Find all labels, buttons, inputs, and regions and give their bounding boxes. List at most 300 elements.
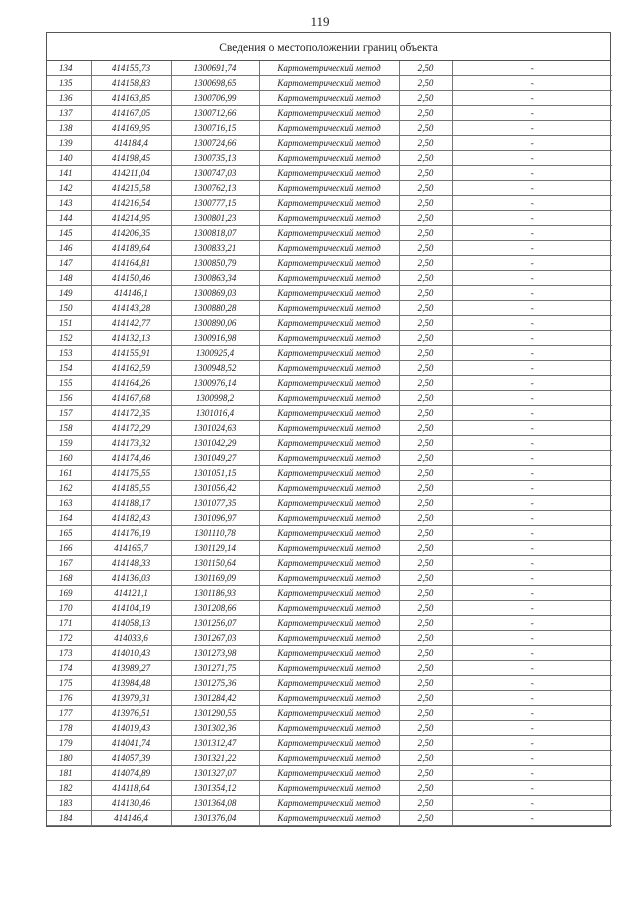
x-coordinate-cell: 414104,19 bbox=[91, 601, 171, 616]
accuracy-cell: 2,50 bbox=[399, 166, 452, 181]
accuracy-cell: 2,50 bbox=[399, 151, 452, 166]
point-number-cell: 138 bbox=[47, 121, 91, 136]
y-coordinate-cell: 1301051,15 bbox=[171, 466, 259, 481]
y-coordinate-cell: 1300777,15 bbox=[171, 196, 259, 211]
point-number-cell: 156 bbox=[47, 391, 91, 406]
y-coordinate-cell: 1300801,23 bbox=[171, 211, 259, 226]
table-row bbox=[47, 691, 612, 706]
description-cell: - bbox=[452, 691, 612, 706]
accuracy-cell: 2,50 bbox=[399, 481, 452, 496]
table-row bbox=[47, 406, 612, 421]
point-number-cell: 149 bbox=[47, 286, 91, 301]
table-row bbox=[47, 241, 612, 256]
description-cell: - bbox=[452, 301, 612, 316]
y-coordinate-cell: 1301016,4 bbox=[171, 406, 259, 421]
table-row bbox=[47, 331, 612, 346]
y-coordinate-cell: 1301056,42 bbox=[171, 481, 259, 496]
method-cell: Картометрический метод bbox=[259, 421, 399, 436]
description-cell: - bbox=[452, 751, 612, 766]
accuracy-cell: 2,50 bbox=[399, 631, 452, 646]
point-number-cell: 162 bbox=[47, 481, 91, 496]
table-row bbox=[47, 361, 612, 376]
table-row bbox=[47, 661, 612, 676]
y-coordinate-cell: 1300698,65 bbox=[171, 76, 259, 91]
table-row bbox=[47, 526, 612, 541]
table-row bbox=[47, 586, 612, 601]
accuracy-cell: 2,50 bbox=[399, 601, 452, 616]
x-coordinate-cell: 414118,64 bbox=[91, 781, 171, 796]
point-number-cell: 179 bbox=[47, 736, 91, 751]
point-number-cell: 157 bbox=[47, 406, 91, 421]
accuracy-cell: 2,50 bbox=[399, 616, 452, 631]
point-number-cell: 148 bbox=[47, 271, 91, 286]
accuracy-cell: 2,50 bbox=[399, 121, 452, 136]
y-coordinate-cell: 1300890,06 bbox=[171, 316, 259, 331]
table-row bbox=[47, 151, 612, 166]
method-cell: Картометрический метод bbox=[259, 706, 399, 721]
coordinates-table bbox=[47, 61, 612, 826]
y-coordinate-cell: 1300998,2 bbox=[171, 391, 259, 406]
table-row bbox=[47, 136, 612, 151]
point-number-cell: 151 bbox=[47, 316, 91, 331]
table-row bbox=[47, 781, 612, 796]
method-cell: Картометрический метод bbox=[259, 361, 399, 376]
method-cell: Картометрический метод bbox=[259, 466, 399, 481]
table-row bbox=[47, 391, 612, 406]
method-cell: Картометрический метод bbox=[259, 91, 399, 106]
description-cell: - bbox=[452, 451, 612, 466]
table-row bbox=[47, 106, 612, 121]
x-coordinate-cell: 414155,73 bbox=[91, 61, 171, 76]
point-number-cell: 134 bbox=[47, 61, 91, 76]
point-number-cell: 137 bbox=[47, 106, 91, 121]
x-coordinate-cell: 414164,81 bbox=[91, 256, 171, 271]
method-cell: Картометрический метод bbox=[259, 391, 399, 406]
y-coordinate-cell: 1301284,42 bbox=[171, 691, 259, 706]
y-coordinate-cell: 1300735,13 bbox=[171, 151, 259, 166]
point-number-cell: 183 bbox=[47, 796, 91, 811]
method-cell: Картометрический метод bbox=[259, 181, 399, 196]
point-number-cell: 169 bbox=[47, 586, 91, 601]
accuracy-cell: 2,50 bbox=[399, 106, 452, 121]
y-coordinate-cell: 1300850,79 bbox=[171, 256, 259, 271]
y-coordinate-cell: 1300880,28 bbox=[171, 301, 259, 316]
description-cell: - bbox=[452, 421, 612, 436]
table-row bbox=[47, 256, 612, 271]
table-row bbox=[47, 76, 612, 91]
accuracy-cell: 2,50 bbox=[399, 61, 452, 76]
accuracy-cell: 2,50 bbox=[399, 466, 452, 481]
method-cell: Картометрический метод bbox=[259, 61, 399, 76]
x-coordinate-cell: 413989,27 bbox=[91, 661, 171, 676]
x-coordinate-cell: 414155,91 bbox=[91, 346, 171, 361]
table-row bbox=[47, 121, 612, 136]
y-coordinate-cell: 1301110,78 bbox=[171, 526, 259, 541]
table-row bbox=[47, 646, 612, 661]
point-number-cell: 150 bbox=[47, 301, 91, 316]
accuracy-cell: 2,50 bbox=[399, 796, 452, 811]
x-coordinate-cell: 414019,43 bbox=[91, 721, 171, 736]
description-cell: - bbox=[452, 811, 612, 826]
method-cell: Картометрический метод bbox=[259, 751, 399, 766]
y-coordinate-cell: 1300724,66 bbox=[171, 136, 259, 151]
y-coordinate-cell: 1300762,13 bbox=[171, 181, 259, 196]
accuracy-cell: 2,50 bbox=[399, 496, 452, 511]
x-coordinate-cell: 414165,7 bbox=[91, 541, 171, 556]
description-cell: - bbox=[452, 796, 612, 811]
point-number-cell: 136 bbox=[47, 91, 91, 106]
point-number-cell: 182 bbox=[47, 781, 91, 796]
point-number-cell: 159 bbox=[47, 436, 91, 451]
point-number-cell: 172 bbox=[47, 631, 91, 646]
method-cell: Картометрический метод bbox=[259, 211, 399, 226]
description-cell: - bbox=[452, 286, 612, 301]
method-cell: Картометрический метод bbox=[259, 346, 399, 361]
x-coordinate-cell: 414216,54 bbox=[91, 196, 171, 211]
accuracy-cell: 2,50 bbox=[399, 271, 452, 286]
table-row bbox=[47, 421, 612, 436]
point-number-cell: 170 bbox=[47, 601, 91, 616]
x-coordinate-cell: 414206,35 bbox=[91, 226, 171, 241]
method-cell: Картометрический метод bbox=[259, 676, 399, 691]
y-coordinate-cell: 1301302,36 bbox=[171, 721, 259, 736]
table-row bbox=[47, 601, 612, 616]
point-number-cell: 143 bbox=[47, 196, 91, 211]
point-number-cell: 142 bbox=[47, 181, 91, 196]
table-row bbox=[47, 481, 612, 496]
description-cell: - bbox=[452, 271, 612, 286]
description-cell: - bbox=[452, 661, 612, 676]
description-cell: - bbox=[452, 151, 612, 166]
description-cell: - bbox=[452, 331, 612, 346]
description-cell: - bbox=[452, 61, 612, 76]
x-coordinate-cell: 414185,55 bbox=[91, 481, 171, 496]
description-cell: - bbox=[452, 496, 612, 511]
method-cell: Картометрический метод bbox=[259, 796, 399, 811]
point-number-cell: 167 bbox=[47, 556, 91, 571]
x-coordinate-cell: 414184,4 bbox=[91, 136, 171, 151]
accuracy-cell: 2,50 bbox=[399, 676, 452, 691]
x-coordinate-cell: 414121,1 bbox=[91, 586, 171, 601]
method-cell: Картометрический метод bbox=[259, 766, 399, 781]
method-cell: Картометрический метод bbox=[259, 106, 399, 121]
table-row bbox=[47, 556, 612, 571]
x-coordinate-cell: 414150,46 bbox=[91, 271, 171, 286]
description-cell: - bbox=[452, 616, 612, 631]
description-cell: - bbox=[452, 676, 612, 691]
method-cell: Картометрический метод bbox=[259, 736, 399, 751]
accuracy-cell: 2,50 bbox=[399, 436, 452, 451]
method-cell: Картометрический метод bbox=[259, 646, 399, 661]
description-cell: - bbox=[452, 226, 612, 241]
table-row bbox=[47, 346, 612, 361]
accuracy-cell: 2,50 bbox=[399, 661, 452, 676]
y-coordinate-cell: 1300712,66 bbox=[171, 106, 259, 121]
accuracy-cell: 2,50 bbox=[399, 226, 452, 241]
y-coordinate-cell: 1301024,63 bbox=[171, 421, 259, 436]
table-row bbox=[47, 631, 612, 646]
y-coordinate-cell: 1300916,98 bbox=[171, 331, 259, 346]
method-cell: Картометрический метод bbox=[259, 166, 399, 181]
table-row bbox=[47, 541, 612, 556]
x-coordinate-cell: 414173,32 bbox=[91, 436, 171, 451]
point-number-cell: 135 bbox=[47, 76, 91, 91]
x-coordinate-cell: 414164,26 bbox=[91, 376, 171, 391]
table-row bbox=[47, 181, 612, 196]
method-cell: Картометрический метод bbox=[259, 496, 399, 511]
description-cell: - bbox=[452, 181, 612, 196]
point-number-cell: 184 bbox=[47, 811, 91, 826]
method-cell: Картометрический метод bbox=[259, 226, 399, 241]
boundary-table-sheet bbox=[46, 32, 611, 827]
point-number-cell: 144 bbox=[47, 211, 91, 226]
table-row bbox=[47, 301, 612, 316]
accuracy-cell: 2,50 bbox=[399, 136, 452, 151]
description-cell: - bbox=[452, 121, 612, 136]
description-cell: - bbox=[452, 571, 612, 586]
description-cell: - bbox=[452, 166, 612, 181]
x-coordinate-cell: 414163,85 bbox=[91, 91, 171, 106]
table-row bbox=[47, 496, 612, 511]
description-cell: - bbox=[452, 736, 612, 751]
method-cell: Картометрический метод bbox=[259, 316, 399, 331]
accuracy-cell: 2,50 bbox=[399, 76, 452, 91]
method-cell: Картометрический метод bbox=[259, 601, 399, 616]
method-cell: Картометрический метод bbox=[259, 271, 399, 286]
accuracy-cell: 2,50 bbox=[399, 736, 452, 751]
y-coordinate-cell: 1301256,07 bbox=[171, 616, 259, 631]
method-cell: Картометрический метод bbox=[259, 526, 399, 541]
x-coordinate-cell: 414215,58 bbox=[91, 181, 171, 196]
point-number-cell: 174 bbox=[47, 661, 91, 676]
description-cell: - bbox=[452, 91, 612, 106]
x-coordinate-cell: 414148,33 bbox=[91, 556, 171, 571]
x-coordinate-cell: 414146,4 bbox=[91, 811, 171, 826]
accuracy-cell: 2,50 bbox=[399, 811, 452, 826]
table-row bbox=[47, 451, 612, 466]
method-cell: Картометрический метод bbox=[259, 76, 399, 91]
y-coordinate-cell: 1301275,36 bbox=[171, 676, 259, 691]
description-cell: - bbox=[452, 631, 612, 646]
x-coordinate-cell: 414057,39 bbox=[91, 751, 171, 766]
table-row bbox=[47, 61, 612, 76]
y-coordinate-cell: 1300925,4 bbox=[171, 346, 259, 361]
description-cell: - bbox=[452, 481, 612, 496]
accuracy-cell: 2,50 bbox=[399, 451, 452, 466]
x-coordinate-cell: 413979,31 bbox=[91, 691, 171, 706]
accuracy-cell: 2,50 bbox=[399, 646, 452, 661]
method-cell: Картометрический метод bbox=[259, 556, 399, 571]
y-coordinate-cell: 1301271,75 bbox=[171, 661, 259, 676]
description-cell: - bbox=[452, 196, 612, 211]
point-number-cell: 168 bbox=[47, 571, 91, 586]
x-coordinate-cell: 413976,51 bbox=[91, 706, 171, 721]
x-coordinate-cell: 414211,04 bbox=[91, 166, 171, 181]
x-coordinate-cell: 414058,13 bbox=[91, 616, 171, 631]
point-number-cell: 152 bbox=[47, 331, 91, 346]
y-coordinate-cell: 1301376,04 bbox=[171, 811, 259, 826]
y-coordinate-cell: 1300691,74 bbox=[171, 61, 259, 76]
accuracy-cell: 2,50 bbox=[399, 556, 452, 571]
x-coordinate-cell: 414167,68 bbox=[91, 391, 171, 406]
accuracy-cell: 2,50 bbox=[399, 586, 452, 601]
table-row bbox=[47, 271, 612, 286]
accuracy-cell: 2,50 bbox=[399, 526, 452, 541]
x-coordinate-cell: 414132,13 bbox=[91, 331, 171, 346]
y-coordinate-cell: 1301208,66 bbox=[171, 601, 259, 616]
table-row bbox=[47, 676, 612, 691]
method-cell: Картометрический метод bbox=[259, 241, 399, 256]
y-coordinate-cell: 1301364,08 bbox=[171, 796, 259, 811]
method-cell: Картометрический метод bbox=[259, 631, 399, 646]
y-coordinate-cell: 1300833,21 bbox=[171, 241, 259, 256]
point-number-cell: 154 bbox=[47, 361, 91, 376]
table-row bbox=[47, 316, 612, 331]
x-coordinate-cell: 414176,19 bbox=[91, 526, 171, 541]
accuracy-cell: 2,50 bbox=[399, 241, 452, 256]
y-coordinate-cell: 1301321,22 bbox=[171, 751, 259, 766]
table-row bbox=[47, 571, 612, 586]
x-coordinate-cell: 414169,95 bbox=[91, 121, 171, 136]
method-cell: Картометрический метод bbox=[259, 661, 399, 676]
table-row bbox=[47, 376, 612, 391]
description-cell: - bbox=[452, 346, 612, 361]
method-cell: Картометрический метод bbox=[259, 256, 399, 271]
x-coordinate-cell: 414143,28 bbox=[91, 301, 171, 316]
table-row bbox=[47, 436, 612, 451]
description-cell: - bbox=[452, 316, 612, 331]
accuracy-cell: 2,50 bbox=[399, 691, 452, 706]
point-number-cell: 163 bbox=[47, 496, 91, 511]
x-coordinate-cell: 414198,45 bbox=[91, 151, 171, 166]
y-coordinate-cell: 1300869,03 bbox=[171, 286, 259, 301]
table-row bbox=[47, 286, 612, 301]
accuracy-cell: 2,50 bbox=[399, 286, 452, 301]
y-coordinate-cell: 1300948,52 bbox=[171, 361, 259, 376]
x-coordinate-cell: 414158,83 bbox=[91, 76, 171, 91]
table-row bbox=[47, 466, 612, 481]
x-coordinate-cell: 414167,05 bbox=[91, 106, 171, 121]
page-number: 119 bbox=[310, 14, 330, 29]
point-number-cell: 153 bbox=[47, 346, 91, 361]
x-coordinate-cell: 414172,29 bbox=[91, 421, 171, 436]
method-cell: Картометрический метод bbox=[259, 586, 399, 601]
accuracy-cell: 2,50 bbox=[399, 511, 452, 526]
y-coordinate-cell: 1300863,34 bbox=[171, 271, 259, 286]
method-cell: Картометрический метод bbox=[259, 151, 399, 166]
accuracy-cell: 2,50 bbox=[399, 316, 452, 331]
method-cell: Картометрический метод bbox=[259, 781, 399, 796]
y-coordinate-cell: 1301186,93 bbox=[171, 586, 259, 601]
point-number-cell: 145 bbox=[47, 226, 91, 241]
point-number-cell: 165 bbox=[47, 526, 91, 541]
accuracy-cell: 2,50 bbox=[399, 301, 452, 316]
method-cell: Картометрический метод bbox=[259, 811, 399, 826]
accuracy-cell: 2,50 bbox=[399, 721, 452, 736]
method-cell: Картометрический метод bbox=[259, 616, 399, 631]
method-cell: Картометрический метод bbox=[259, 376, 399, 391]
accuracy-cell: 2,50 bbox=[399, 571, 452, 586]
method-cell: Картометрический метод bbox=[259, 331, 399, 346]
method-cell: Картометрический метод bbox=[259, 301, 399, 316]
method-cell: Картометрический метод bbox=[259, 196, 399, 211]
x-coordinate-cell: 413984,48 bbox=[91, 676, 171, 691]
method-cell: Картометрический метод bbox=[259, 136, 399, 151]
method-cell: Картометрический метод bbox=[259, 571, 399, 586]
y-coordinate-cell: 1301312,47 bbox=[171, 736, 259, 751]
table-row bbox=[47, 721, 612, 736]
description-cell: - bbox=[452, 136, 612, 151]
description-cell: - bbox=[452, 511, 612, 526]
description-cell: - bbox=[452, 646, 612, 661]
description-cell: - bbox=[452, 526, 612, 541]
point-number-cell: 158 bbox=[47, 421, 91, 436]
description-cell: - bbox=[452, 256, 612, 271]
table-row bbox=[47, 811, 612, 826]
description-cell: - bbox=[452, 361, 612, 376]
point-number-cell: 160 bbox=[47, 451, 91, 466]
accuracy-cell: 2,50 bbox=[399, 361, 452, 376]
method-cell: Картометрический метод bbox=[259, 541, 399, 556]
y-coordinate-cell: 1301267,03 bbox=[171, 631, 259, 646]
accuracy-cell: 2,50 bbox=[399, 781, 452, 796]
accuracy-cell: 2,50 bbox=[399, 256, 452, 271]
point-number-cell: 178 bbox=[47, 721, 91, 736]
method-cell: Картометрический метод bbox=[259, 121, 399, 136]
point-number-cell: 155 bbox=[47, 376, 91, 391]
y-coordinate-cell: 1301077,35 bbox=[171, 496, 259, 511]
description-cell: - bbox=[452, 376, 612, 391]
table-row bbox=[47, 766, 612, 781]
y-coordinate-cell: 1301273,98 bbox=[171, 646, 259, 661]
description-cell: - bbox=[452, 586, 612, 601]
x-coordinate-cell: 414189,64 bbox=[91, 241, 171, 256]
description-cell: - bbox=[452, 766, 612, 781]
x-coordinate-cell: 414214,95 bbox=[91, 211, 171, 226]
accuracy-cell: 2,50 bbox=[399, 346, 452, 361]
accuracy-cell: 2,50 bbox=[399, 196, 452, 211]
method-cell: Картометрический метод bbox=[259, 691, 399, 706]
x-coordinate-cell: 414041,74 bbox=[91, 736, 171, 751]
accuracy-cell: 2,50 bbox=[399, 751, 452, 766]
description-cell: - bbox=[452, 391, 612, 406]
point-number-cell: 181 bbox=[47, 766, 91, 781]
point-number-cell: 180 bbox=[47, 751, 91, 766]
y-coordinate-cell: 1301290,55 bbox=[171, 706, 259, 721]
y-coordinate-cell: 1301096,97 bbox=[171, 511, 259, 526]
description-cell: - bbox=[452, 76, 612, 91]
description-cell: - bbox=[452, 106, 612, 121]
table-body bbox=[47, 61, 612, 826]
point-number-cell: 161 bbox=[47, 466, 91, 481]
table-row bbox=[47, 616, 612, 631]
point-number-cell: 141 bbox=[47, 166, 91, 181]
x-coordinate-cell: 414162,59 bbox=[91, 361, 171, 376]
table-row bbox=[47, 751, 612, 766]
description-cell: - bbox=[452, 781, 612, 796]
y-coordinate-cell: 1300976,14 bbox=[171, 376, 259, 391]
accuracy-cell: 2,50 bbox=[399, 331, 452, 346]
table-row bbox=[47, 226, 612, 241]
description-cell: - bbox=[452, 706, 612, 721]
accuracy-cell: 2,50 bbox=[399, 421, 452, 436]
method-cell: Картометрический метод bbox=[259, 436, 399, 451]
y-coordinate-cell: 1301129,14 bbox=[171, 541, 259, 556]
table-row bbox=[47, 511, 612, 526]
point-number-cell: 173 bbox=[47, 646, 91, 661]
description-cell: - bbox=[452, 211, 612, 226]
x-coordinate-cell: 414142,77 bbox=[91, 316, 171, 331]
